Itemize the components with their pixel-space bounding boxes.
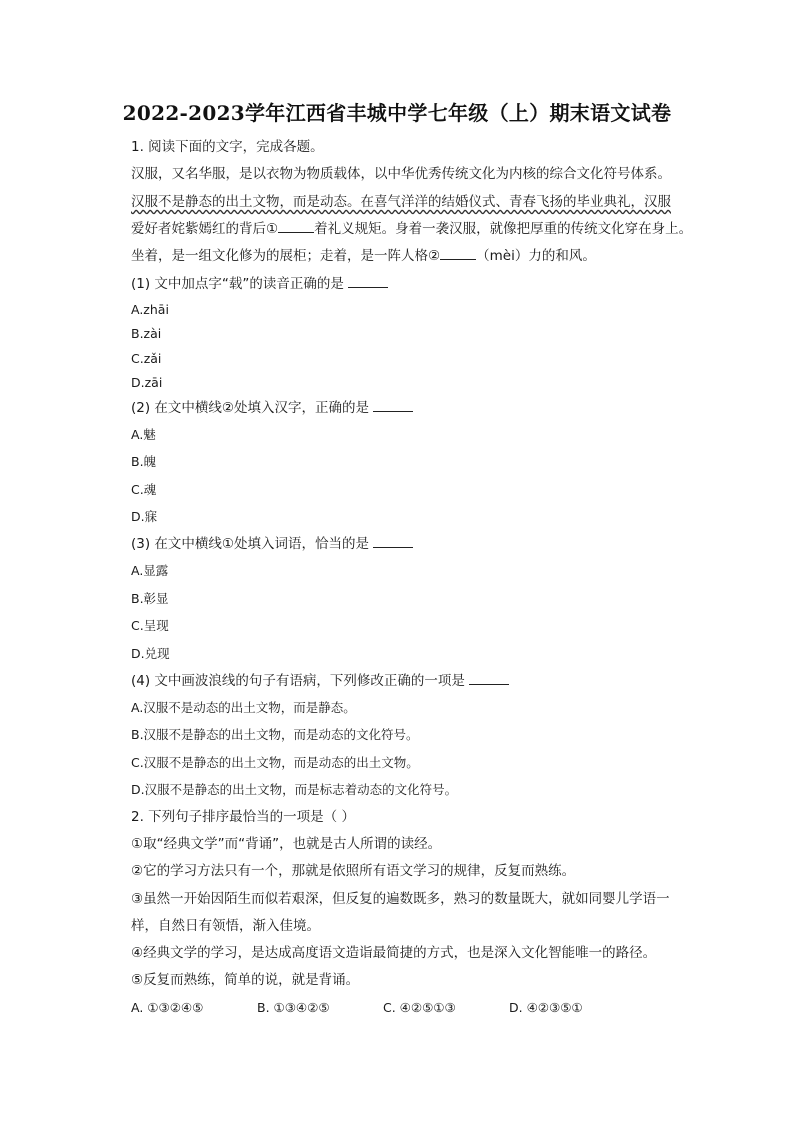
sub4-option-c[interactable]: C.汉服不是静态的出土文物，而是动态的出土文物。 [131,755,419,770]
blank-2[interactable] [440,247,476,260]
q2-sentence-4: ④经典文学的学习，是达成高度语文造诣最简捷的方式，也是深入文化智能唯一的路径。 [131,945,657,961]
passage-line-1: 汉服，又名华服，是以衣物为物质载体，以中华优秀传统文化为内核的综合文化符号体系。 [131,166,671,182]
sub2-option-a[interactable]: A.魅 [131,427,156,442]
q2-sentence-3b: 样，自然日有领悟，渐入佳境。 [131,918,320,934]
sub1-answer-blank[interactable] [348,275,388,288]
sub2-option-b[interactable]: B.魄 [131,454,157,469]
sub3-option-b[interactable]: B.彰显 [131,591,169,606]
q2-choice-b[interactable]: B. ①③④②⑤ [257,1000,330,1015]
sub4-option-b[interactable]: B.汉服不是静态的出土文物，而是动态的文化符号。 [131,727,419,742]
sub1-option-c[interactable]: C.zǎi [131,351,162,366]
q1-stem: 1. 阅读下面的文字，完成各题。 [131,139,324,155]
sub2-option-c[interactable]: C.魂 [131,482,157,497]
passage-line-2: 汉服不是静态的出土文物，而是动态。在喜气洋洋的结婚仪式、青春飞扬的毕业典礼，汉服 [131,194,671,210]
sub1-option-d[interactable]: D.zāi [131,375,163,390]
sub3-answer-blank[interactable] [373,535,413,548]
sub3-option-d[interactable]: D.兑现 [131,646,170,661]
blank-1[interactable] [278,220,314,233]
sub4-option-a[interactable]: A.汉服不是动态的出土文物，而是静态。 [131,700,356,715]
q2-sentence-2: ②它的学习方法只有一个，那就是依照所有语文学习的规律，反复而熟练。 [131,863,576,879]
q2-sentence-1: ①取“经典文学”而“背诵”，也就是古人所谓的读经。 [131,836,442,852]
page-title: 2022-2023学年江西省丰城中学七年级（上）期末语文试卷 [122,101,672,125]
q2-sentence-3a: ③虽然一开始因陌生而似若艰深，但反复的遍数既多，熟习的数量既大，就如同婴儿学语一 [131,891,670,907]
sub1-option-b[interactable]: B.zài [131,326,162,341]
q2-choice-c[interactable]: C. ④②⑤①③ [383,1000,456,1015]
q2-choices [131,999,635,1017]
q2-choice-a[interactable]: A. ①③②④⑤ [131,1000,204,1015]
sub3-option-a[interactable]: A.显露 [131,563,169,578]
sub2-prompt: (2) 在文中横线②处填入汉字，正确的是 [131,399,413,417]
q2-stem: 2. 下列句子排序最恰当的一项是（ ） [131,809,355,825]
passage-line-4: 坐着，是一组文化修为的展柜；走着，是一阵人格② （mèi）力的和风。 [131,248,596,264]
passage-line-3: 爱好者姹紫嫣红的背后① 着礼义规矩。身着一袭汉服，就像把厚重的传统文化穿在身上。 [131,221,693,237]
sub2-answer-blank[interactable] [373,399,413,412]
sub4-answer-blank[interactable] [469,672,509,685]
sub4-option-d[interactable]: D.汉服不是静态的出土文物，而是标志着动态的文化符号。 [131,782,458,797]
sub4-prompt: (4) 文中画波浪线的句子有语病，下列修改正确的一项是 [131,672,509,690]
sub3-option-c[interactable]: C.呈现 [131,618,169,633]
q2-choice-d[interactable]: D. ④②③⑤① [509,1000,583,1015]
sub3-prompt: (3) 在文中横线①处填入词语，恰当的是 [131,535,413,553]
sub1-prompt: (1) 文中加点字“载”的读音正确的是 [131,275,388,293]
sub2-option-d[interactable]: D.寐 [131,509,158,524]
q2-sentence-5: ⑤反复而熟练，简单的说，就是背诵。 [131,972,360,988]
sub1-option-a[interactable]: A.zhāi [131,302,169,317]
